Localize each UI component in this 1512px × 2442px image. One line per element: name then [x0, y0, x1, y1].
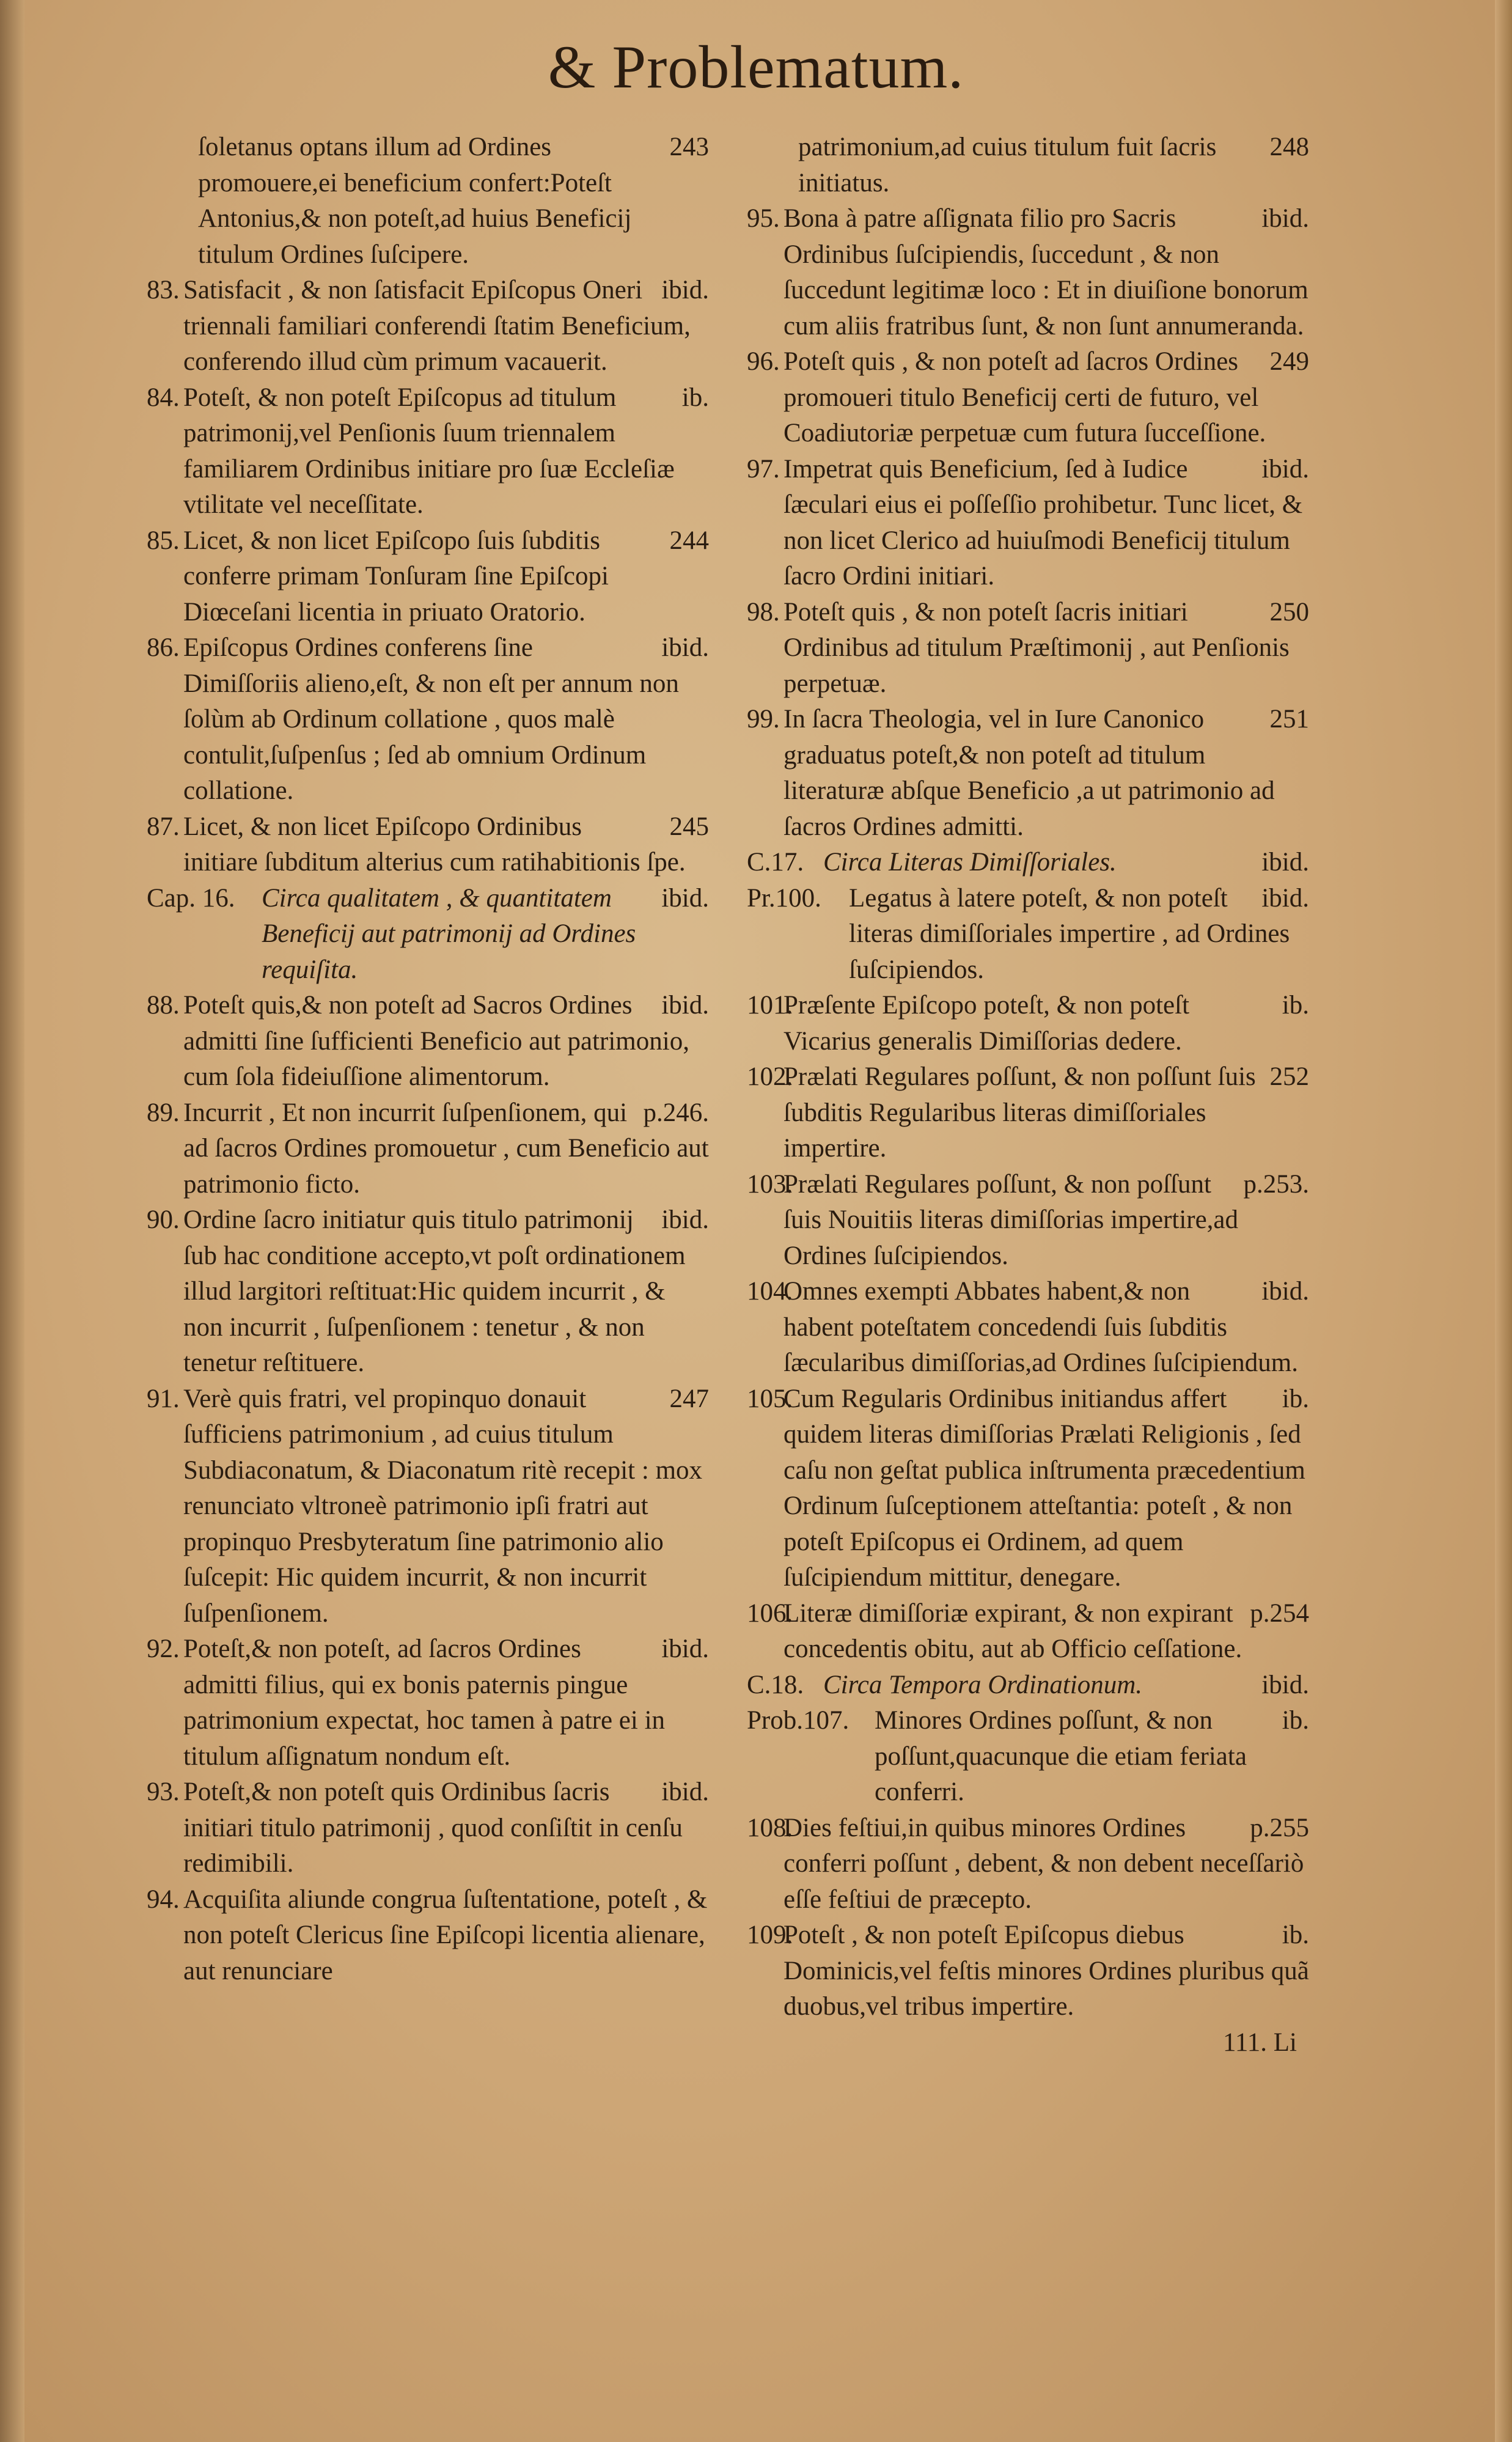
index-entry — [747, 130, 1309, 201]
entry-text: Poteſt,& non poteſt quis Ordinibus ſacris initiari titulo patrimonij , quod conſiſtit in cenſu redimibili. — [183, 1778, 683, 1878]
page-reference: ibid. — [661, 633, 709, 662]
entry-number: 86. — [147, 633, 180, 662]
entry-text: Poteſt quis , & non poteſt ſacris initiari Ordinibus ad titulum Præſtimonij , aut Penſionis perpetuæ. — [784, 597, 1290, 698]
index-entry — [147, 1631, 709, 1774]
entry-number: Pr.100. — [747, 883, 821, 913]
entry-number: 101. — [747, 991, 793, 1020]
entry-number: 92. — [147, 1635, 180, 1663]
page-reference: ibid. — [661, 1205, 709, 1234]
page-reference: 249 — [1269, 347, 1309, 376]
page-reference: ib. — [1282, 1706, 1309, 1735]
entry-number: Prob.107. — [747, 1706, 850, 1735]
entry-number: 91. — [147, 1384, 180, 1413]
index-entry — [747, 1059, 1309, 1167]
page-reference: ib. — [1282, 1921, 1309, 1949]
entry-text: Poteſt, & non poteſt Epiſcopus ad titulum patrimonij,vel Penſionis ſuum triennalem familiarem Ordinibus initiare pro ſuæ Eccleſiæ vtilitate vel neceſſitate. — [183, 383, 675, 519]
page-reference: ibid. — [1261, 1277, 1309, 1306]
entry-text: Impetrat quis Beneficium, ſed à Iudice ſæculari eius ei poſſeſſio prohibetur. Tunc licet, & non licet Clerico ad huiuſmodi Beneficij titulum ſacro Ordini initiari. — [784, 454, 1303, 590]
entry-text: Satisfacit , & non ſatisfacit Epiſcopus Oneri triennali familiari conferendi ſtatim Beneficium, conferendo illud cùm primum vacauerit. — [183, 276, 691, 376]
entry-number: 108. — [747, 1813, 793, 1842]
page-reference: 250 — [1269, 597, 1309, 627]
page-reference: ibid. — [661, 276, 709, 304]
entry-number: 105. — [747, 1384, 793, 1413]
index-entry — [147, 130, 709, 273]
page-reference: 252 — [1269, 1062, 1309, 1091]
index-entry — [147, 1381, 709, 1632]
index-entry — [747, 1167, 1309, 1274]
entry-number: 84. — [147, 383, 180, 412]
entry-text: ſoletanus optans illum ad Ordines promouere,ei beneficium confert:Poteſt Antonius,& non poteſt,ad huius Beneficij titulum Ordines ſuſcipere. — [198, 133, 632, 269]
entry-text: Poteſt , & non poteſt Epiſcopus diebus Dominicis,vel feſtis minores Ordines pluribus quã duobus,vel tribus impertire. — [784, 1921, 1309, 2021]
entry-text: Verè quis fratri, vel propinquo donauit ſufficiens patrimonium , ad cuius titulum Subdiaconatum, & Diaconatum ritè recepit : mox renunciato vltroneè patrimonio ipſi fratri aut propinquo Presbyteratum ſine patrimonio alio ſuſcepit: Hic quidem incurrit, & non incurrit ſuſpenſionem. — [183, 1384, 703, 1628]
entry-text: Cum Regularis Ordinibus initiandus affert quidem literas dimiſſorias Prælati Religionis , ſed caſu non geſtat publica inſtrumenta præcedentium Ordinum ſuſceptionem atteſtantia: poteſt , & non poteſt Epiſcopus ei Ordinem, ad quem ſuſcipiendum mittitur, denegare. — [784, 1384, 1305, 1592]
index-entry — [747, 881, 1309, 988]
entry-number: 99. — [747, 705, 780, 734]
page-reference: p.254 — [1250, 1598, 1309, 1628]
entry-text: Poteſt,& non poteſt, ad ſacros Ordines admitti filius, qui ex bonis paternis pingue patrimonium expectat, hoc tamen à patre ei in titulum aſſignatum nondum eſt. — [183, 1635, 666, 1771]
entry-text: Omnes exempti Abbates habent,& non habent poteſtatem concedendi ſuis ſubditis ſæcularibus dimiſſorias,ad Ordines ſuſcipiendum. — [784, 1277, 1298, 1377]
index-entry — [747, 988, 1309, 1059]
entry-text: Poteſt quis,& non poteſt ad Sacros Ordines admitti ſine ſufficienti Beneficio aut patrimonio, cum ſola fideiuſſione alimentorum. — [183, 991, 689, 1091]
index-entry — [747, 595, 1309, 702]
index-entry — [747, 1918, 1309, 2025]
entry-text: Circa Literas Dimiſſoriales. — [823, 848, 1117, 877]
entry-number: 94. — [147, 1885, 180, 1914]
entry-number: 103. — [747, 1169, 793, 1199]
index-entry — [147, 273, 709, 380]
page-reference: 245 — [669, 812, 709, 841]
page-reference: ibid. — [1261, 454, 1309, 484]
page-edge-right — [1495, 0, 1512, 2442]
index-entry — [747, 201, 1309, 344]
entry-text: Prælati Regulares poſſunt, & non poſſunt ſuis Nouitiis literas dimiſſorias impertire,ad Ordines ſuſcipiendos. — [784, 1169, 1239, 1270]
index-entry — [147, 630, 709, 809]
entry-text: patrimonium,ad cuius titulum fuit ſacris initiatus. — [798, 133, 1217, 197]
index-entry — [147, 988, 709, 1095]
left-column — [147, 130, 709, 1989]
index-entry — [147, 1882, 709, 1990]
page-reference: ib. — [1282, 1384, 1309, 1413]
index-entry — [147, 1774, 709, 1882]
entry-text: Prælati Regulares poſſunt, & non poſſunt ſuis ſubditis Regularibus literas dimiſſoriales impertire. — [784, 1062, 1256, 1163]
entry-text: Circa Tempora Ordinationum. — [823, 1670, 1143, 1699]
page-reference: p.255 — [1250, 1813, 1309, 1842]
page-reference: 251 — [1269, 705, 1309, 734]
chapter-heading — [147, 881, 709, 988]
catchword: 111. Li — [1222, 2028, 1297, 2057]
entry-number: 87. — [147, 812, 180, 841]
entry-text: Circa qualitatem , & quantitatem Beneficij aut patrimonij ad Ordines requiſita. — [262, 883, 636, 984]
page-reference: 244 — [669, 526, 709, 555]
page-edge-left — [0, 0, 24, 2442]
page-reference: ibid. — [1261, 204, 1309, 233]
index-entry — [147, 380, 709, 523]
entry-number: C.18. — [747, 1670, 804, 1699]
page-reference: 247 — [669, 1384, 709, 1413]
page-reference: ibid. — [1261, 848, 1309, 877]
index-entry — [747, 344, 1309, 452]
entry-number: 83. — [147, 276, 180, 304]
entry-text: Epiſcopus Ordines conferens ſine Dimiſſoriis alieno,eſt, & non eſt per annum non ſolùm ab Ordinum collatione , quos malè contulit,ſuſpenſus ; ſed ab omnium Ordinum collatione. — [183, 633, 679, 805]
page-reference: ibid. — [661, 1635, 709, 1663]
entry-number: 106. — [747, 1598, 793, 1628]
index-entry — [747, 1811, 1309, 1918]
entry-text: Incurrit , Et non incurrit ſuſpenſionem, qui ad ſacros Ordines promouetur , cum Beneficio aut patrimonio ficto. — [183, 1098, 709, 1199]
entry-number: Cap. 16. — [147, 883, 235, 913]
entry-number: C.17. — [747, 848, 804, 877]
entry-number: 97. — [747, 454, 780, 484]
page-reference: p.246. — [643, 1098, 709, 1127]
entry-number: 109. — [747, 1921, 793, 1949]
index-entry — [747, 1381, 1309, 1596]
page-reference: p.253. — [1243, 1169, 1309, 1199]
page-reference: ib. — [1282, 991, 1309, 1020]
entry-number: 102. — [747, 1062, 793, 1091]
page-reference: ibid. — [661, 883, 709, 913]
page-reference: ibid. — [661, 991, 709, 1020]
page-reference: 243 — [669, 133, 709, 161]
entry-number: 90. — [147, 1205, 180, 1234]
chapter-heading — [747, 845, 1309, 881]
entry-text: Minores Ordines poſſunt, & non poſſunt,quacunque die etiam feriata conferri. — [875, 1706, 1247, 1806]
entry-text: Legatus à latere poteſt, & non poteſt literas dimiſſoriales impertire , ad Ordines ſuſcipiendos. — [849, 883, 1290, 984]
entry-text: Poteſt quis , & non poteſt ad ſacros Ordines promoueri titulo Beneficij certi de futuro, vel Coadiutoriæ perpetuæ cum futura ſucceſſione. — [784, 347, 1266, 447]
running-header: & Problematum. — [548, 33, 964, 101]
entry-number: 93. — [147, 1778, 180, 1806]
chapter-heading — [747, 1668, 1309, 1704]
index-entry — [147, 523, 709, 631]
entry-text: In ſacra Theologia, vel in Iure Canonico graduatus poteſt,& non poteſt ad titulum literaturæ abſque Beneficio ,a ut patrimonio ad ſacros Ordines admitti. — [784, 705, 1275, 841]
entry-number: 95. — [747, 204, 780, 233]
entry-text: Literæ dimiſſoriæ expirant, & non expirant concedentis obitu, aut ab Officio ceſſatione. — [784, 1598, 1242, 1663]
entry-number: 88. — [147, 991, 180, 1020]
entry-text: Præſente Epiſcopo poteſt, & non poteſt Vicarius generalis Dimiſſorias dedere. — [784, 991, 1190, 1056]
right-column — [747, 130, 1309, 2061]
entry-text: Ordine ſacro initiatur quis titulo patrimonij ſub hac conditione accepto,vt poſt ordinationem illud largitori reſtituat:Hic quidem incurrit , & non incurrit , ſuſpenſionem : tenetur , & non tenetur reſtituere. — [183, 1205, 686, 1377]
entry-text: Licet, & non licet Epiſcopo ſuis ſubditis conferre primam Tonſuram ſine Epiſcopi Diœceſani licentia in priuato Oratorio. — [183, 526, 609, 627]
entry-number: 98. — [747, 597, 780, 627]
page-reference: ibid. — [1261, 1670, 1309, 1699]
index-entry — [747, 1596, 1309, 1668]
entry-text: Bona à patre aſſignata filio pro Sacris Ordinibus ſuſcipiendis, ſuccedunt , & non ſuccedunt legitimæ loco : Et in diuiſione bonorum cum aliis fratribus ſunt, & non ſunt annumeranda. — [784, 204, 1308, 340]
index-entry — [147, 1202, 709, 1381]
entry-number: 85. — [147, 526, 180, 555]
entry-number: 104. — [747, 1277, 793, 1306]
index-entry — [747, 452, 1309, 595]
index-entry — [147, 809, 709, 881]
index-entry — [747, 702, 1309, 845]
page-reference: ibid. — [1261, 883, 1309, 913]
entry-number: 96. — [747, 347, 780, 376]
entry-text: Dies feſtiui,in quibus minores Ordines conferri poſſunt , debent, & non debent neceſſariò eſſe feſtiui de præcepto. — [784, 1813, 1304, 1914]
page-reference: 248 — [1269, 133, 1309, 161]
index-entry — [747, 1274, 1309, 1381]
page-reference: ib. — [681, 383, 709, 412]
entry-number: 89. — [147, 1098, 180, 1127]
page-reference: ibid. — [661, 1778, 709, 1806]
entry-text: Licet, & non licet Epiſcopo Ordinibus initiare ſubditum alterius cum ratihabitionis ſpe. — [183, 812, 686, 877]
entry-text: Acquiſita aliunde congrua ſuſtentatione, poteſt , & non poteſt Clericus ſine Epiſcopi licentia alienare, aut renunciare — [183, 1885, 708, 1985]
index-entry — [747, 1703, 1309, 1811]
index-entry — [147, 1095, 709, 1203]
